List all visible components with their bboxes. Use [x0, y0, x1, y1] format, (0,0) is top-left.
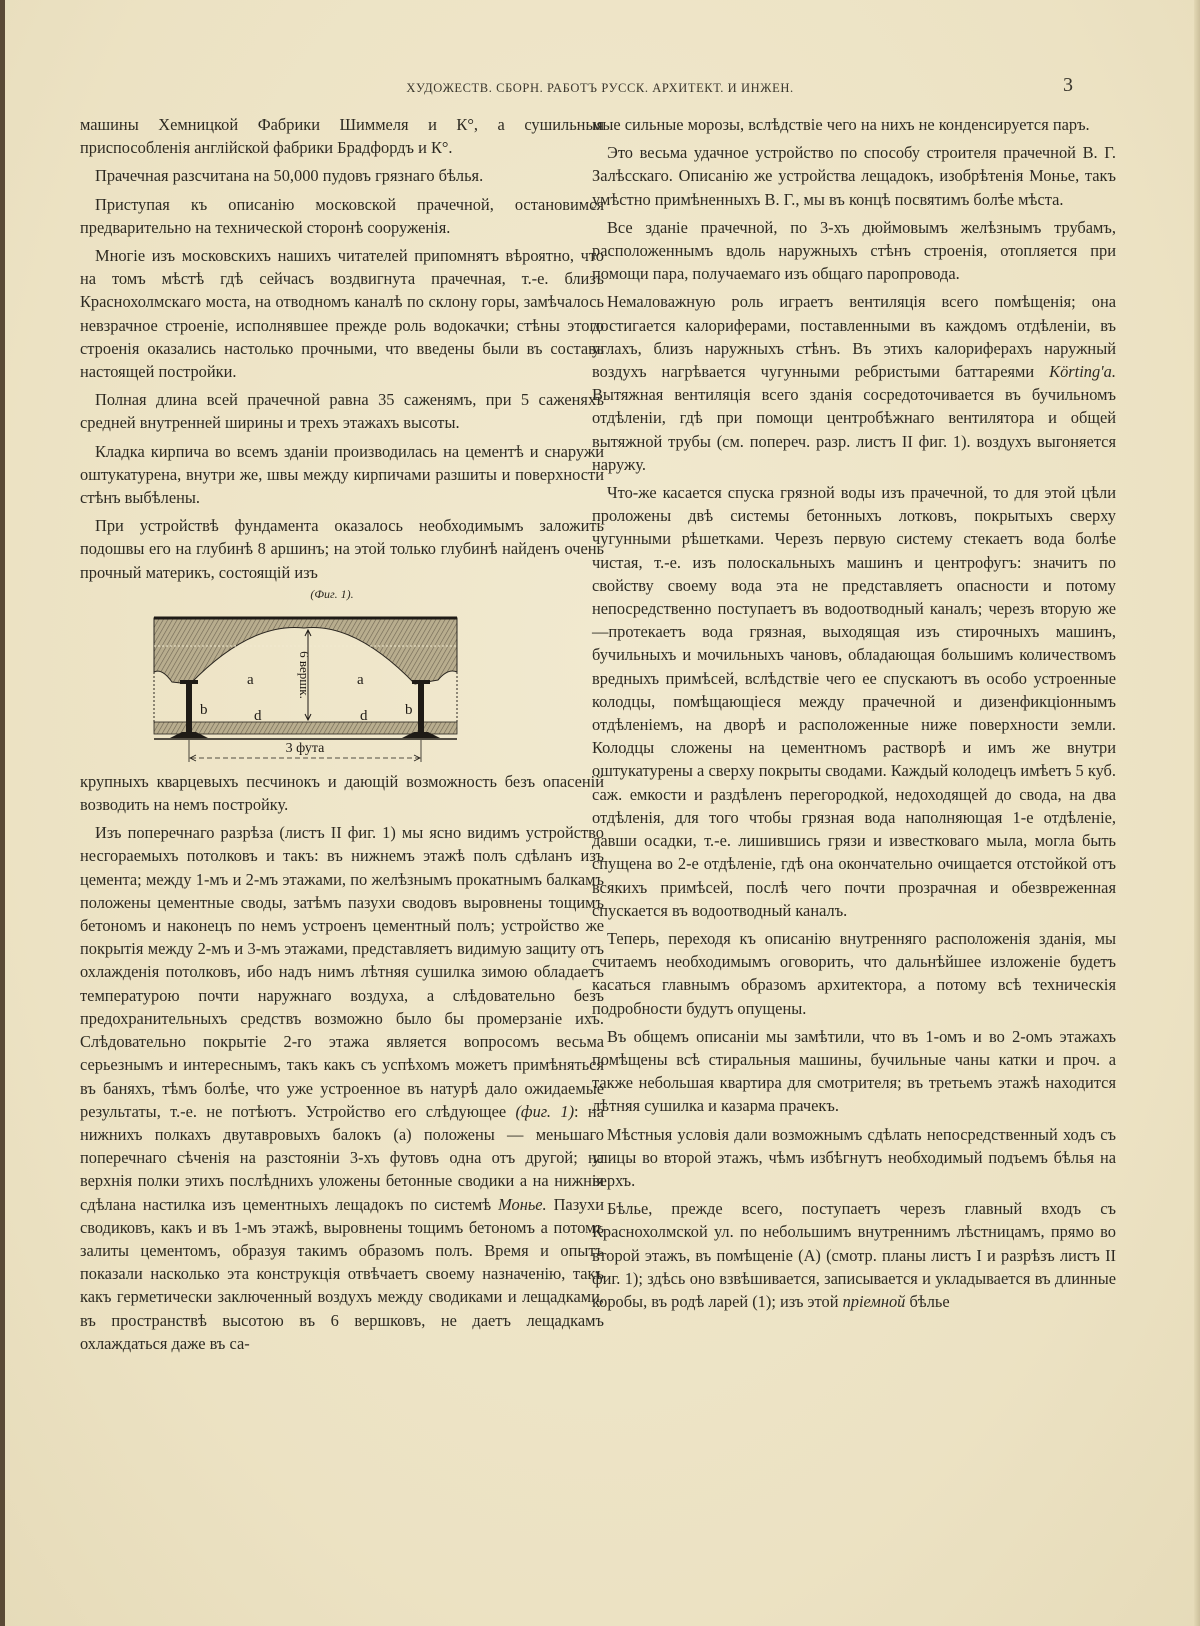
paragraph-text: : на нижнихъ полкахъ двутавровыхъ балокъ (а) положены — меньшаго поперечнаго сѣченія на разстояніи 3-хъ футовъ одна отъ другой; на верхнія полки этихъ послѣднихъ уложены бетонные сводики а на нижнія сдѣлана настилка изъ цементныхъ лещадокъ по системѣ: [80, 1101, 604, 1214]
paragraph: Въ общемъ описаніи мы замѣтили, что въ 1-омъ и во 2-омъ этажахъ помѣщены всѣ стиральныя машины, бучильные чаны катки и проч. а также небольшая квартира для смотрителя; въ третьемъ этажѣ находится лѣтняя сушилка и казарма прачекъ.: [592, 1026, 1116, 1116]
paragraph: Многіе изъ московскихъ нашихъ читателей припомнятъ вѣроятно, что на томъ мѣстѣ гдѣ сейчасъ воздвигнута прачечная, т.-е. близъ Краснохолмскаго моста, на отводномъ каналѣ по склону горы, замѣчалось невзрачное строеніе, исполнявшее прежде роль водокачки; стѣны этого строенія оказались настолько прочными, что введены были въ составъ настоящей постройки.: [80, 246, 604, 382]
paragraph-text: Пазухи сводиковъ, какъ и въ 1-мъ этажѣ, выровнены тощимъ бетономъ а потомъ залиты цементомъ, образуя такимъ образомъ полъ. Время и опытъ показали насколько эта конструкція отвѣчаетъ своему назначенію, такъ какъ герметически заключенный воздухъ между сводиками и лещадками, въ пространствѣ высотою въ 6 вершковъ, не даетъ лещадкамъ охлаждаться даже въ са-: [80, 1194, 604, 1353]
label-b-right: b: [405, 701, 413, 718]
paragraph: Приступая къ описанію московской прачечной, остановимся предварительно на технической сторонѣ сооруженія.: [80, 194, 604, 237]
page-binding-edge: [0, 0, 5, 1626]
paragraph: машины Хемницкой Фабрики Шиммеля и К°, а сушильныя приспособленія англійской фабрики Брадфордъ и К°.: [80, 115, 604, 158]
label-d-left: d: [254, 707, 262, 724]
paragraph: Теперь, переходя къ описанію внутренняго расположенія зданія, мы считаемъ необходимымъ оговорить, что дальнѣйшее изложеніе будетъ касаться главнымъ образомъ архитектора, а потому всѣ техническія подробности будутъ опущены.: [592, 928, 1116, 1018]
paragraph: Что-же касается спуска грязной воды изъ прачечной, то для этой цѣли проложены двѣ системы бетонныхъ лотковъ, покрытыхъ сверху чугунными рѣшетками. Черезъ первую систему стекаетъ вода болѣе чистая, т.-е. изъ полоскальныхъ машинъ и центрофугъ: значитъ по свойству своему вода эта не представляетъ опасности и потому непосредственно поступаетъ въ водоотводный каналъ; черезъ вторую же—протекаетъ вода грязная, выходящая изъ стирочныхъ машинъ, бучильныхъ и мочильныхъ чановъ, обладающая большимъ количествомъ вредныхъ примѣсей, вслѣдствіе чего ее спускаютъ въ особо устроенные колодцы, помѣщающіеся между прачечной и дизенфикціоннымъ отдѣленіемъ, на дворѣ и расположенные ниже поверхности земли. Колодцы сложены на цементномъ растворѣ и имъ же внутри оштукатурены а сверху покрыты сводами. Каждый колодецъ имѣетъ 5 куб. саж. емкости и раздѣленъ перегородкой, недоходящей до свода, на два отдѣленія, для того чтобы грязная вода наполняющая 1-е отдѣленіе, давши осадки, т.-е. лишившись грязи и известковаго мыла, могла быть спущена во 2-е отдѣленіе, гдѣ она окончательно очищается отстойкой отъ всякихъ примѣсей, послѣ чего почти прозрачная и обезвреженная спускается въ водоотводный каналъ.: [592, 483, 1116, 920]
manufacturer-name: Körting'a.: [1049, 362, 1116, 382]
paragraph: Кладка кирпича во всемъ зданіи производилась на цементѣ и снаружи оштукатурена, внутри же, швы между кирпичами разшиты и поверхности стѣнъ выбѣлены.: [80, 441, 604, 508]
page-number: 3: [1063, 74, 1073, 96]
figure-reference: (фиг. 1): [515, 1101, 575, 1121]
paragraph: Все зданіе прачечной, по 3-хъ дюймовымъ желѣзнымъ трубамъ, расположеннымъ вдоль наружныхъ стѣнъ строенія, отопляется при помощи пара, получаемаго изъ общаго паропровода.: [592, 217, 1116, 284]
figure-caption: (Фиг. 1).: [310, 586, 354, 601]
floor-slab: [154, 722, 457, 734]
paragraph-text: бѣлье: [905, 1291, 950, 1311]
left-column: [80, 113, 604, 1360]
vault-cross-section-diagram: [150, 602, 460, 762]
paragraph: [80, 821, 604, 1355]
paragraph: Полная длина всей прачечной равна 35 саженямъ, при 5 саженяхъ средней внутренней ширины и трехъ этажахъ высоты.: [80, 390, 604, 433]
paragraph: крупныхъ кварцевыхъ песчинокъ и дающій возможность безъ опасеній возводить на немъ постройку.: [80, 771, 604, 815]
label-d-right: d: [360, 707, 368, 724]
figure-1: [80, 586, 604, 766]
height-dimension-label: 6 вершк.: [297, 651, 312, 699]
paragraph: Прачечная разсчитана на 50,000 пудовъ грязнаго бѣлья.: [95, 166, 484, 186]
paragraph-text: Бѣлье, прежде всего, поступаетъ черезъ главный входъ съ Краснохолмской ул. по небольшимъ внутреннимъ лѣстницамъ, прямо во второй этажъ, въ помѣщеніе (А) (смотр. планы листъ I и разрѣзъ листъ II фиг. 1); здѣсь оно взвѣшивается, записывается и укладывается въ длинные коробы, въ родѣ ларей (1); изъ этой: [592, 1199, 1116, 1311]
label-a-left: a: [247, 671, 254, 688]
label-a-right: a: [357, 671, 364, 688]
paragraph-text: Изъ поперечнаго разрѣза (листъ II фиг. 1) мы ясно видимъ устройство несгораемыхъ потолковъ и такъ: въ нижнемъ этажѣ полъ сдѣланъ изъ цемента; между 1-мъ и 2-мъ этажами, по желѣзнымъ прокатнымъ балкамъ положены цементные своды, затѣмъ пазухи сводовъ выровнены тощимъ бетономъ и наконецъ по немъ устроенъ цементный полъ; устройство же покрытія между 2-мъ и 3-мъ этажами, представляетъ видимую защиту отъ охлажденія потолковъ, ибо надъ нимъ лѣтняя сушилка зимою обладаетъ температурою почти наружнаго воздуха, а слѣдовательно безъ предохранительныхъ средствъ возможно было бы промерзаніе ихъ. Слѣдовательно покрытіе 2-го этажа является вопросомъ весьма серьезнымъ и интереснымъ, такъ какъ съ успѣхомъ можетъ примѣняться въ баняхъ, тѣмъ болѣе, что уже устроенное въ натурѣ дало ожидаемые результаты, т.-е. не потѣютъ. Устройство его слѣдующее: [80, 823, 604, 1121]
page-right-edge: [1194, 0, 1200, 1626]
paragraph: При устройствѣ фундамента оказалось необходимымъ заложить подошвы его на глубинѣ 8 аршинъ; на этой только глубинѣ найденъ очень прочный материкъ, состоящій изъ: [80, 516, 604, 582]
right-column: [592, 113, 1116, 1318]
paragraph: Это весьма удачное устройство по способу строителя прачечной В. Г. Залѣсскаго. Описанію же устройства лещадокъ, изобрѣтенія Монье, такъ умѣстно примѣненныхъ В. Г., мы въ концѣ посвятимъ болѣе мѣста.: [592, 143, 1116, 209]
paragraph-text: Вытяжная вентиляція всего зданія сосредоточивается въ бучильномъ отдѣленіи, гдѣ при помощи центробѣжнаго вентилятора и общей вытяжной трубы (см. попереч. разр. листъ II фиг. 1). воздухъ выгоняется наружу.: [592, 385, 1116, 474]
span-dimension-label: 3 фута: [285, 740, 325, 756]
inventor-name: Монье.: [498, 1194, 547, 1214]
paragraph: [592, 290, 1116, 476]
paragraph-text: Немаловажную роль играетъ вентиляція всего помѣщенія; она достигается калориферами, поставленными въ каждомъ отдѣленіи, въ углахъ, близъ наружныхъ стѣнъ. Въ этихъ калориферахъ наружный воздухъ нагрѣвается чугунными ребристыми баттареями: [592, 292, 1116, 382]
label-b-left: b: [200, 701, 208, 718]
paragraph: [592, 1197, 1116, 1313]
paragraph: мые сильные морозы, вслѣдствіе чего на нихъ не конденсируется паръ.: [592, 115, 1090, 134]
paragraph: Мѣстныя условія дали возможнымъ сдѣлать непосредственный ходъ съ улицы во второй этажъ, чѣмъ избѣгнутъ необходимый подъемъ бѣлья на верхъ.: [592, 1124, 1116, 1190]
running-title: ХУДОЖЕСТВ. СБОРН. РАБОТЪ РУССК. АРХИТЕКТ. И ИНЖЕН.: [406, 81, 794, 95]
italic-term: пріемной: [842, 1291, 906, 1311]
